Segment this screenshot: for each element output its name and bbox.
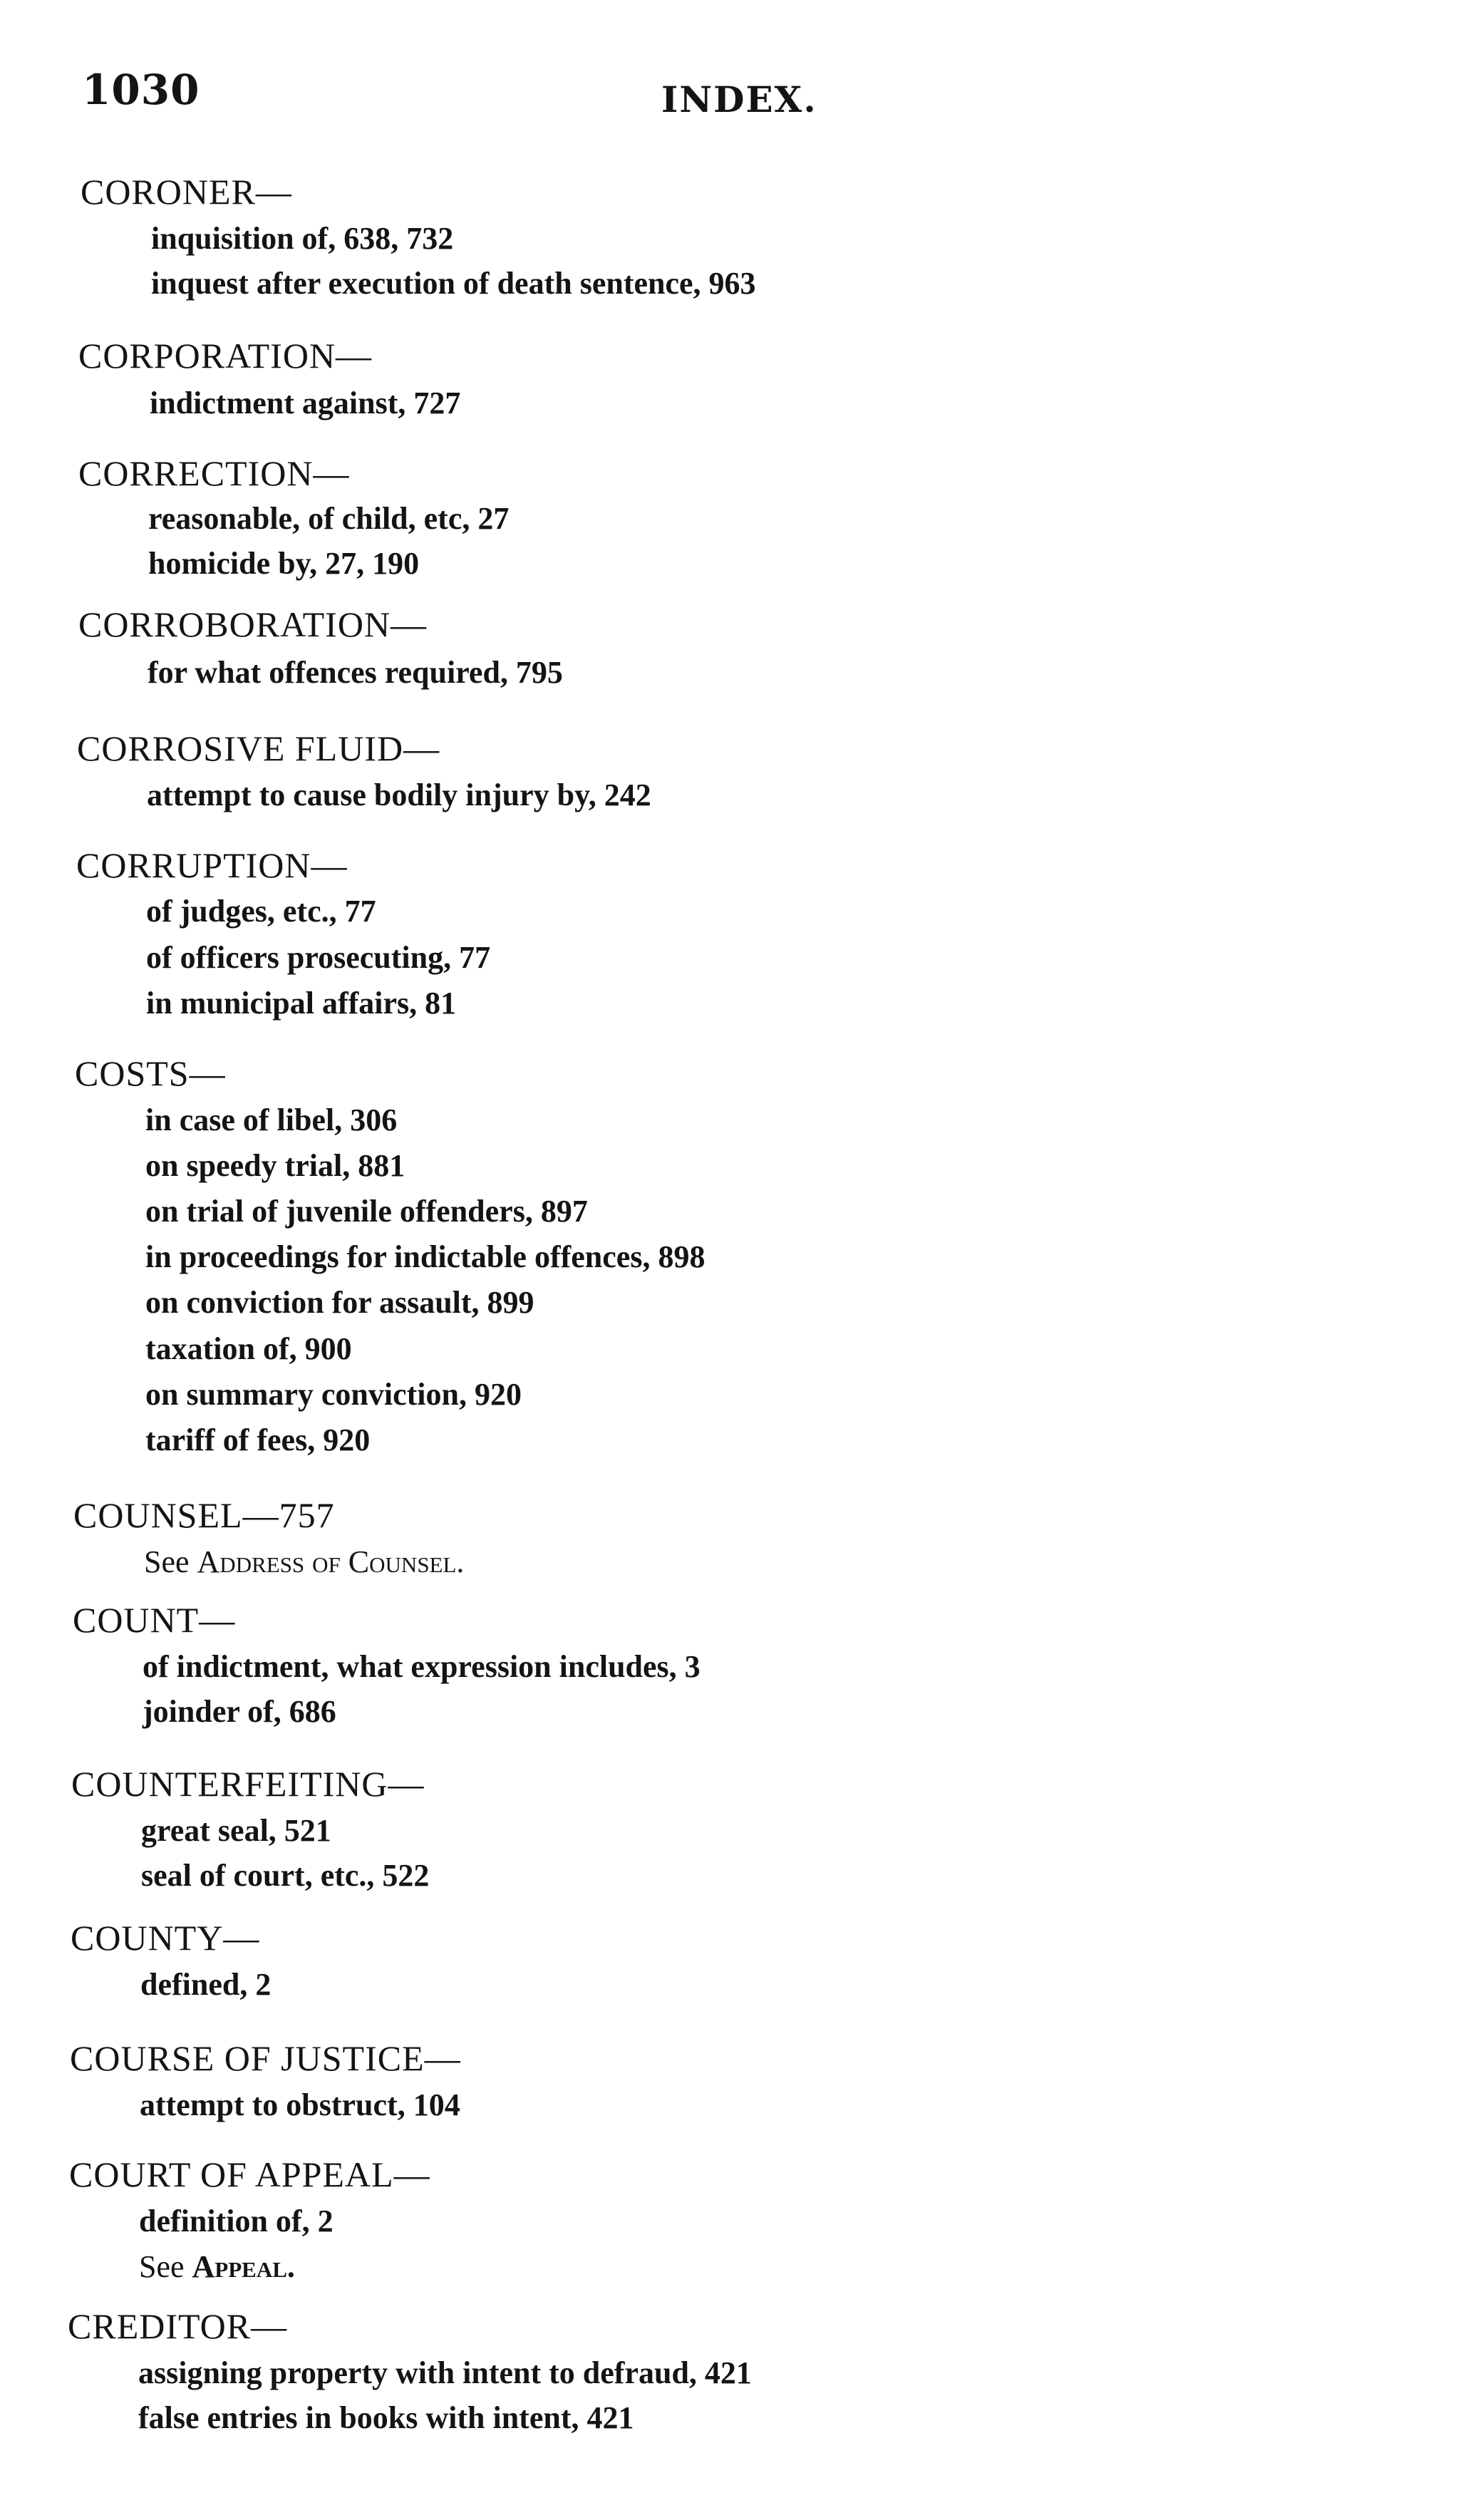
running-head: INDEX. (661, 78, 817, 120)
index-heading: CORROSIVE FLUID— (77, 728, 440, 768)
index-subentry: false entries in books with intent, 421 (138, 2400, 634, 2435)
index-subentry: joinder of, 686 (143, 1694, 336, 1729)
index-heading: CORRUPTION— (76, 845, 348, 885)
index-subentry: on conviction for assault, 899 (145, 1285, 534, 1320)
index-subentry: on trial of juvenile offenders, 897 (145, 1194, 588, 1229)
index-heading: COUNSEL—757 (73, 1495, 335, 1535)
index-subentry: for what offences required, 795 (148, 655, 563, 690)
index-heading: COURT OF APPEAL— (69, 2154, 430, 2194)
index-subentry: on speedy trial, 881 (145, 1148, 405, 1183)
see-reference (144, 1544, 464, 1580)
see-prefix: See (144, 1544, 197, 1579)
index-subentry: on summary conviction, 920 (145, 1377, 522, 1412)
index-subentry: tariff of fees, 920 (145, 1422, 371, 1457)
see-prefix: See (139, 2249, 192, 2284)
index-subentry: in proceedings for indictable offences, 898 (145, 1239, 705, 1274)
index-subentry: reasonable, of child, etc, 27 (148, 501, 510, 536)
index-heading: COUNTERFEITING— (71, 1764, 425, 1804)
index-heading: CORRECTION— (78, 453, 350, 493)
index-subentry: inquisition of, 638, 732 (151, 221, 454, 256)
index-subentry: definition of, 2 (139, 2204, 334, 2238)
index-heading: COSTS— (75, 1053, 226, 1093)
index-subentry: seal of court, etc., 522 (141, 1858, 430, 1893)
index-heading: CORPORATION— (78, 336, 373, 376)
index-subentry: attempt to obstruct, 104 (140, 2087, 460, 2122)
index-subentry: of indictment, what expression includes, 3 (143, 1649, 701, 1684)
index-subentry: homicide by, 27, 190 (148, 546, 420, 581)
index-subentry: in case of libel, 306 (145, 1102, 398, 1137)
index-heading: COUNTY— (71, 1918, 260, 1958)
see-target: Address of Counsel. (197, 1544, 465, 1579)
index-heading: CORROBORATION— (78, 604, 428, 644)
page-number: 1030 (82, 66, 200, 114)
index-heading: COUNT— (73, 1600, 236, 1640)
index-heading: COURSE OF JUSTICE— (70, 2038, 461, 2078)
index-subentry: inquest after execution of death sentence, 963 (151, 266, 756, 301)
index-subentry: assigning property with intent to defraud, 421 (138, 2355, 752, 2390)
index-subentry: in municipal affairs, 81 (146, 986, 457, 1021)
index-subentry: indictment against, 727 (150, 386, 461, 420)
index-heading: CORONER— (81, 172, 292, 212)
index-subentry: of officers prosecuting, 77 (146, 940, 491, 975)
index-subentry: great seal, 521 (141, 1813, 331, 1848)
index-subentry: attempt to cause bodily injury by, 242 (147, 778, 651, 812)
index-subentry: taxation of, 900 (145, 1331, 352, 1366)
index-heading: CREDITOR— (68, 2306, 288, 2346)
index-subentry: of judges, etc., 77 (146, 894, 376, 929)
see-reference (139, 2248, 295, 2285)
index-subentry: defined, 2 (140, 1967, 272, 2002)
see-target: Appeal. (192, 2249, 295, 2284)
